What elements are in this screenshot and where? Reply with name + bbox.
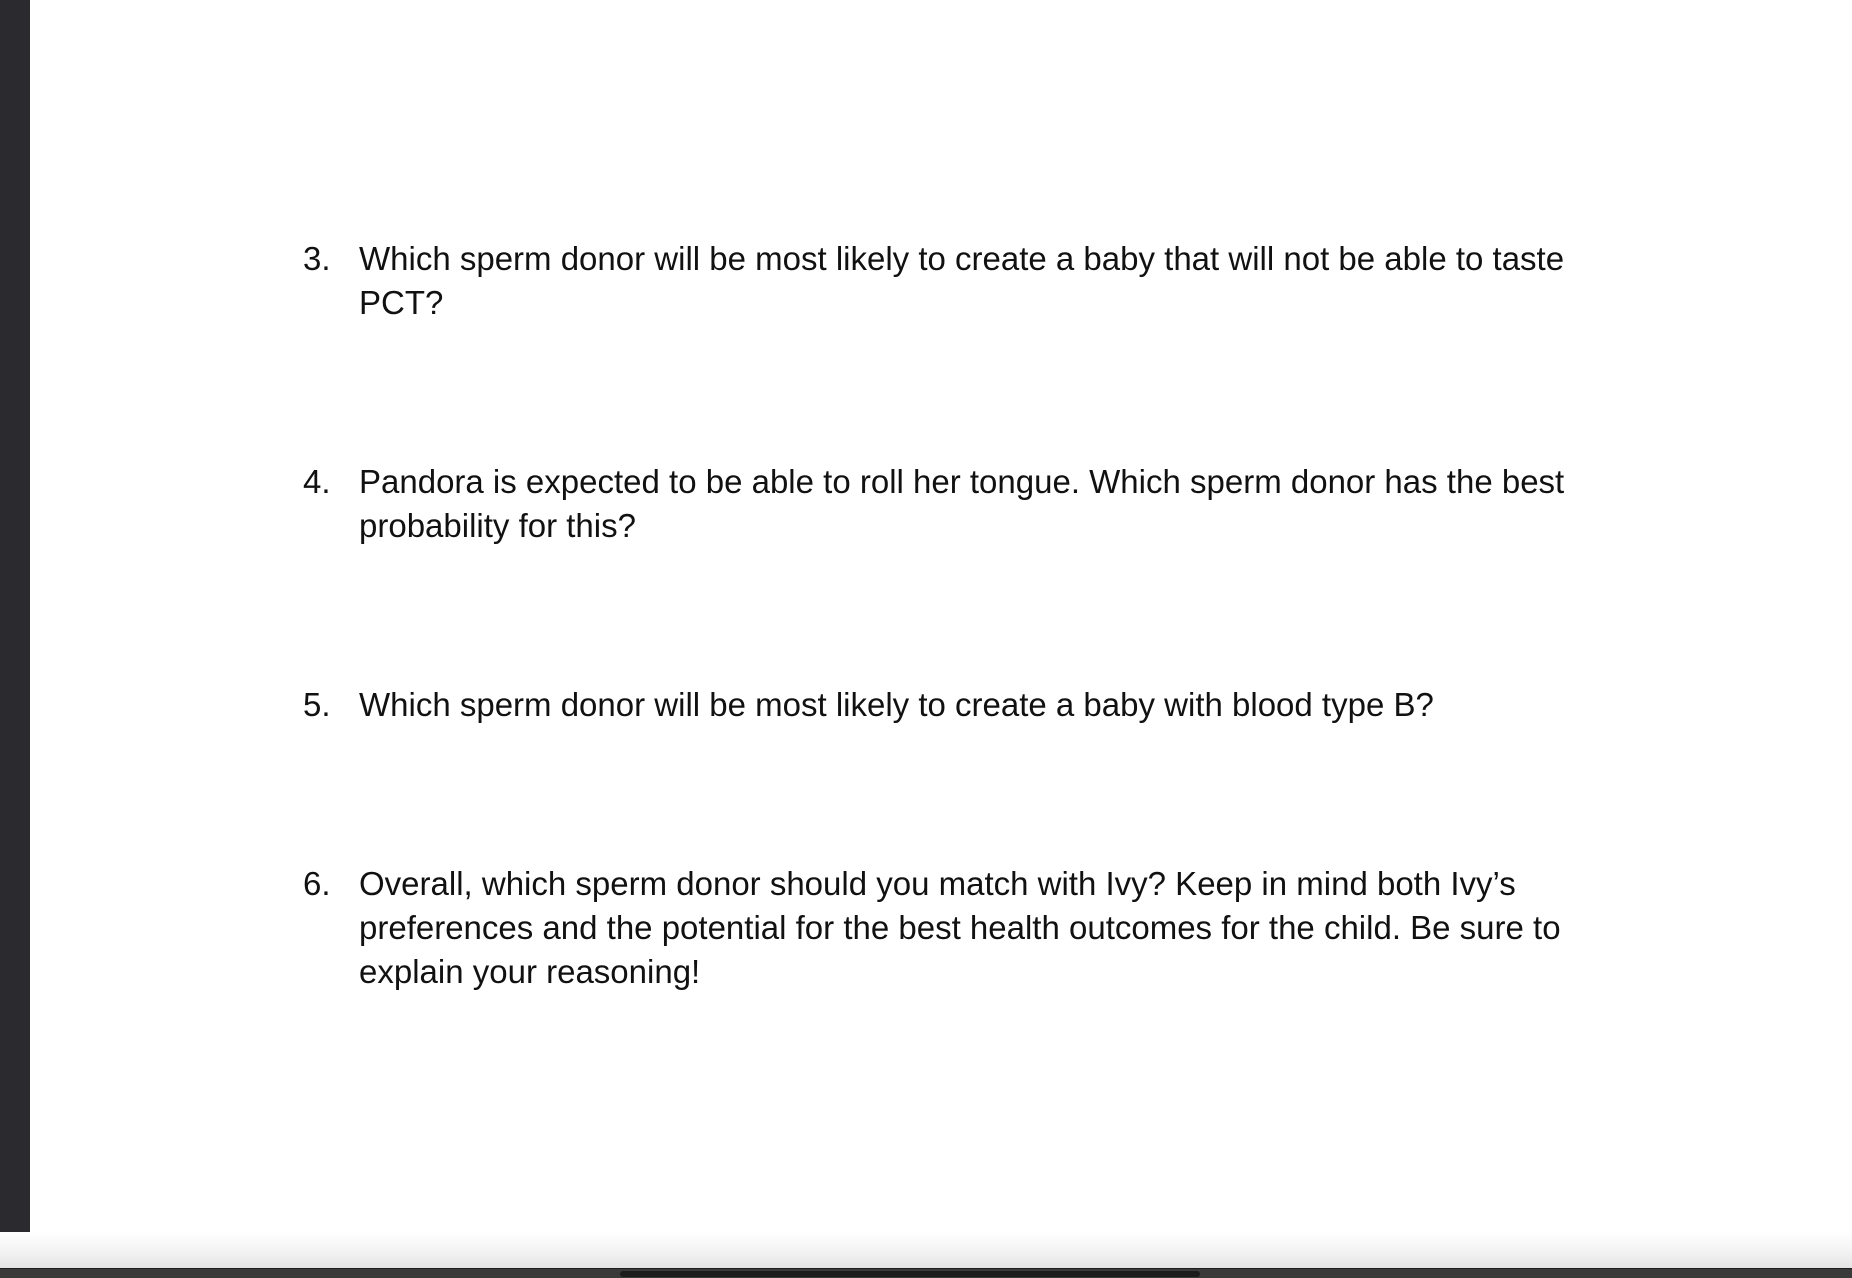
scrollbar-thumb[interactable] xyxy=(620,1271,1200,1277)
question-5 xyxy=(303,683,1643,727)
question-6 xyxy=(303,862,1643,994)
question-number: 5. xyxy=(303,686,331,723)
question-number: 6. xyxy=(303,865,331,902)
question-list xyxy=(30,0,1852,1232)
document-page[interactable] xyxy=(30,0,1852,1232)
question-text: Which sperm donor will be most likely to create a baby with blood type B? xyxy=(359,686,1434,723)
question-4 xyxy=(303,460,1643,548)
left-side-panel xyxy=(0,0,30,1232)
question-3 xyxy=(303,237,1643,325)
question-text: Which sperm donor will be most likely to create a baby that will not be able to taste PCT? xyxy=(359,240,1565,321)
question-number: 3. xyxy=(303,240,331,277)
question-number: 4. xyxy=(303,463,331,500)
horizontal-scrollbar[interactable] xyxy=(0,1268,1852,1278)
question-text: Overall, which sperm donor should you match with Ivy? Keep in mind both Ivy’s preferences and the potential for the best health outcomes for the child. Be sure to explain your reasoning! xyxy=(359,865,1561,990)
question-text: Pandora is expected to be able to roll her tongue. Which sperm donor has the best probability for this? xyxy=(359,463,1565,544)
page-bottom-shadow xyxy=(0,1232,1852,1268)
